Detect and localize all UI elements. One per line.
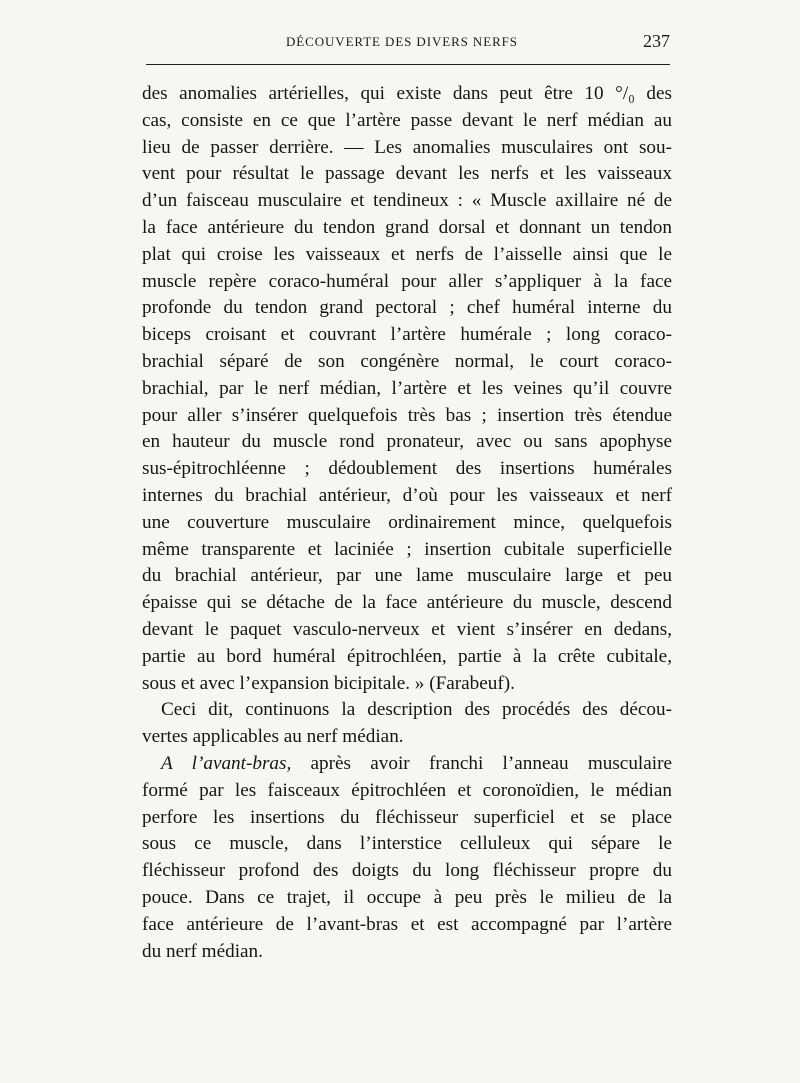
text-line: vertes applicables au nerf médian. — [142, 726, 404, 748]
text-line: d’un faisceau musculaire et tendineux : « Muscle axillaire né de — [142, 190, 672, 212]
text-line: du brachial antérieur, par une lame musculaire large et peu — [142, 565, 672, 587]
section-lead-italic: A l’avant-bras, — [161, 752, 292, 774]
body-text — [142, 81, 672, 965]
text-line: muscle repère coraco-huméral pour aller s’appliquer à la face — [142, 270, 672, 292]
text-line: en hauteur du muscle rond pronateur, avec ou sans apophyse — [142, 431, 672, 453]
text-line: fléchisseur profond des doigts du long fléchisseur propre du — [142, 860, 672, 882]
text-line: internes du brachial antérieur, d’où pour les vaisseaux et nerf — [142, 484, 672, 506]
text-line: sus-épitrochléenne ; dédoublement des insertions humérales — [142, 458, 672, 480]
page-number: 237 — [643, 31, 670, 51]
page-header — [143, 31, 670, 58]
header-rule — [146, 64, 670, 65]
text-line: sous et avec l’expansion bicipitale. » (Farabeuf). — [142, 672, 515, 694]
text-run: après avoir franchi l’anneau musculaire — [291, 752, 672, 774]
text-line: formé par les faisceaux épitrochléen et coronoïdien, le médian — [142, 779, 672, 801]
text-line: vent pour résultat le passage devant les nerfs et les vaisseaux — [142, 163, 672, 185]
running-title: DÉCOUVERTE DES DIVERS NERFS — [286, 34, 518, 49]
text-line: des anomalies artérielles, qui existe dans peut être 10 °/₀ des — [142, 83, 672, 104]
text-line: sous ce muscle, dans l’interstice celluleux qui sépare le — [142, 833, 672, 855]
text-line: face antérieure de l’avant-bras et est accompagné par l’artère — [142, 913, 672, 935]
text-line: brachial séparé de son congénère normal, le court coraco- — [142, 350, 672, 372]
text-line: la face antérieure du tendon grand dorsal et donnant un tendon — [142, 216, 672, 238]
text-line: Ceci dit, continuons la description des procédés des décou- — [161, 699, 672, 721]
text-line — [142, 751, 672, 778]
text-line: profonde du tendon grand pectoral ; chef huméral interne du — [142, 297, 672, 319]
text-line: du nerf médian. — [142, 940, 263, 962]
text-line: biceps croisant et couvrant l’artère humérale ; long coraco- — [142, 324, 672, 346]
text-line: pour aller s’insérer quelquefois très bas ; insertion très étendue — [142, 404, 672, 426]
text-line: une couverture musculaire ordinairement mince, quelquefois — [142, 511, 672, 533]
text-line: plat qui croise les vaisseaux et nerfs de l’aisselle ainsi que le — [142, 243, 672, 265]
text-line: partie au bord huméral épitrochléen, partie à la crête cubitale, — [142, 645, 672, 667]
text-line: cas, consiste en ce que l’artère passe devant le nerf médian au — [142, 109, 672, 131]
text-line: perfore les insertions du fléchisseur superficiel et se place — [142, 806, 672, 828]
text-line: même transparente et laciniée ; insertion cubitale superficielle — [142, 538, 672, 560]
text-line: lieu de passer derrière. — Les anomalies musculaires ont sou- — [142, 136, 672, 158]
text-line: épaisse qui se détache de la face antérieure du muscle, descend — [142, 592, 672, 614]
text-line: pouce. Dans ce trajet, il occupe à peu près le milieu de la — [142, 886, 672, 908]
text-line: brachial, par le nerf médian, l’artère et les veines qu’il couvre — [142, 377, 672, 399]
text-line: devant le paquet vasculo-nerveux et vient s’insérer en dedans, — [142, 618, 672, 640]
